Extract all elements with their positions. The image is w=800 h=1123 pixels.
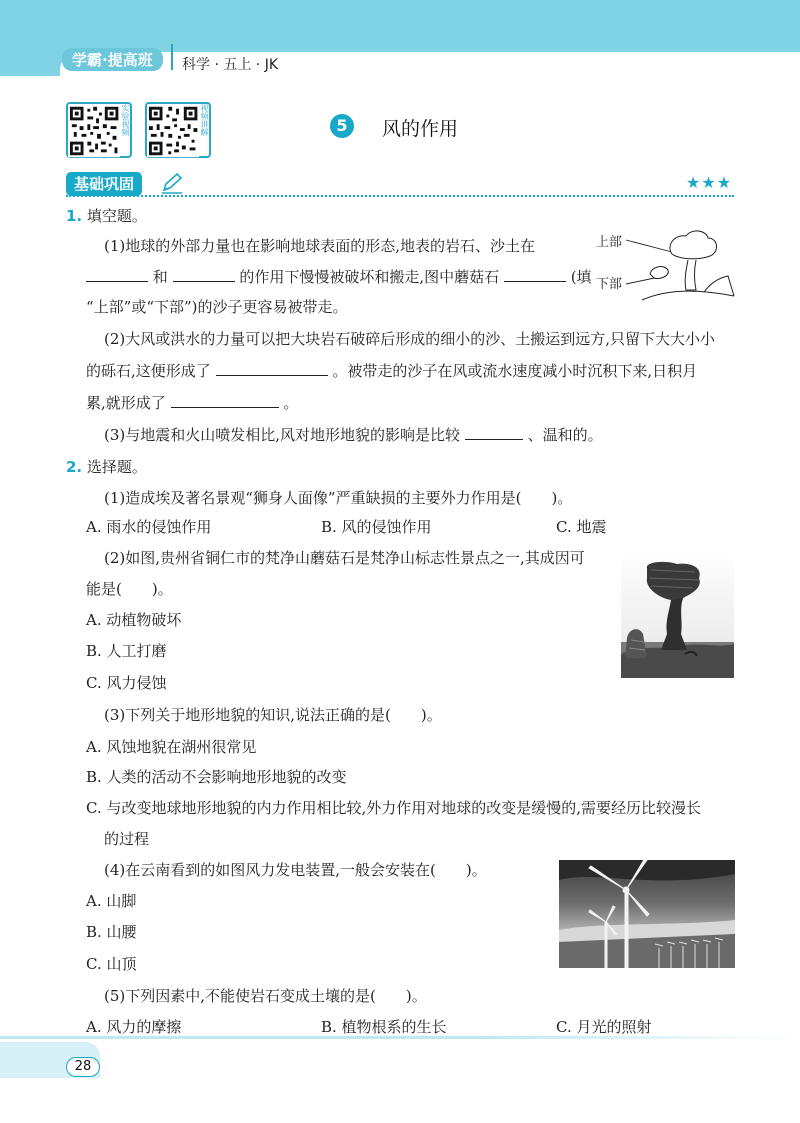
label-bottom: 下部	[596, 277, 623, 292]
answer-blank[interactable]	[86, 267, 148, 282]
q2-sub2-stem-line1: (2)如图,贵州省铜仁市的梵净山蘑菇石是梵净山标志性景点之一,其成因可	[104, 549, 585, 567]
section-divider	[66, 195, 734, 197]
q2-sub3-option-b[interactable]: B. 人类的活动不会影响地形地貌的改变	[86, 768, 347, 786]
q2-sub5-stem: (5)下列因素中,不能使岩石变成土壤的是( )。	[104, 987, 427, 1005]
q1-part2-line2	[86, 360, 697, 382]
question-number: 1.	[66, 207, 83, 225]
lesson-title: 风的作用	[382, 118, 459, 140]
q2-sub4-option-a[interactable]: A. 山脚	[86, 892, 137, 910]
subject-label: 科学 · 五上 · JK	[182, 57, 279, 73]
qr-side-label: 实验视频	[121, 104, 130, 136]
q2-sub3-option-a[interactable]: A. 风蚀地貌在湖州很常见	[86, 738, 257, 756]
q2-sub4-stem: (4)在云南看到的如图风力发电装置,一般会安装在( )。	[104, 861, 487, 879]
q2-sub5-option-b[interactable]: B. 植物根系的生长	[321, 1018, 447, 1036]
footer-strip	[0, 1036, 800, 1039]
mushroom-rock-sketch	[594, 226, 736, 304]
q1-part1-line1: (1)地球的外部力量也在影响地球表面的形态,地表的岩石、沙土在	[104, 237, 536, 255]
q2-sub5-option-c[interactable]: C. 月光的照射	[556, 1018, 652, 1036]
brand-pen-icon	[171, 44, 173, 70]
qr-code-video-explanation[interactable]	[145, 102, 211, 158]
q2-sub1-option-b[interactable]: B. 风的侵蚀作用	[321, 518, 432, 536]
text-segment: (3)与地震和火山喷发相比,风对地形地貌的影响是比较	[104, 426, 461, 444]
q2-sub3-option-c-line1[interactable]: C. 与改变地球地形地貌的内力作用相比较,外力作用对地球的改变是缓慢的,需要经历比较漫长	[86, 799, 702, 817]
lesson-number-badge: 5	[330, 114, 354, 138]
wind-turbine-photo	[559, 860, 735, 968]
label-top: 上部	[596, 235, 623, 250]
qr-code-icon	[68, 104, 120, 158]
question-title: 选择题。	[86, 458, 147, 476]
q1-part2-line1: (2)大风或洪水的力量可以把大块岩石破碎后形成的细小的沙、土搬运到远方,只留下大大小小	[104, 330, 716, 348]
section-title: 基础巩固	[66, 172, 142, 196]
q2-sub3-stem: (3)下列关于地形地貌的知识,说法正确的是( )。	[104, 706, 442, 724]
question-1-heading	[66, 205, 147, 227]
text-segment: 的作用下慢慢被破坏和搬走,图中蘑菇石	[239, 268, 500, 286]
q2-sub1-option-a[interactable]: A. 雨水的侵蚀作用	[86, 518, 212, 536]
answer-blank[interactable]	[173, 267, 235, 282]
q2-sub1-stem: (1)造成埃及著名景观“狮身人面像”严重缺损的主要外力作用是( )。	[104, 489, 573, 507]
q1-part1-line2	[86, 266, 592, 288]
q2-sub4-option-b[interactable]: B. 山腰	[86, 923, 137, 941]
answer-blank[interactable]	[216, 361, 328, 376]
qr-code-experiment-video[interactable]	[66, 102, 132, 158]
qr-code-icon	[147, 104, 199, 158]
text-segment: (填	[570, 268, 592, 286]
text-segment: 。	[283, 394, 299, 412]
answer-blank[interactable]	[465, 425, 523, 440]
q2-sub2-option-a[interactable]: A. 动植物破坏	[86, 611, 182, 629]
text-segment: 。被带走的沙子在风或流水速度减小时沉积下来,日积月	[332, 362, 698, 380]
text-segment: 累,就形成了	[86, 394, 166, 412]
q2-sub3-option-c-line2: 的过程	[104, 830, 150, 848]
difficulty-stars: ★★★	[686, 173, 733, 192]
text-segment: 和	[152, 268, 168, 286]
q2-sub5-option-a[interactable]: A. 风力的摩擦	[86, 1018, 182, 1036]
page-number: 28	[66, 1057, 100, 1077]
question-title: 填空题。	[86, 207, 147, 225]
q1-part2-line3	[86, 392, 298, 414]
text-segment: 、温和的。	[527, 426, 603, 444]
q2-sub2-option-b[interactable]: B. 人工打磨	[86, 642, 167, 660]
answer-blank[interactable]	[171, 393, 279, 408]
answer-blank[interactable]	[504, 267, 566, 282]
question-number: 2.	[66, 458, 83, 476]
q1-part3	[104, 424, 603, 446]
q2-sub2-option-c[interactable]: C. 风力侵蚀	[86, 674, 167, 692]
mushroom-rock-photo	[621, 558, 734, 678]
q1-part1-line3: “上部”或“下部”)的沙子更容易被带走。	[86, 298, 348, 316]
q2-sub2-stem-line2: 能是( )。	[86, 580, 173, 598]
text-segment: 的砾石,这便形成了	[86, 362, 211, 380]
pencil-icon	[160, 172, 184, 194]
q2-sub4-option-c[interactable]: C. 山顶	[86, 955, 137, 973]
qr-side-label: 视频讲解	[200, 104, 209, 136]
brand-label: 学霸·提高班	[62, 48, 163, 71]
question-2-heading	[66, 456, 147, 478]
q2-sub1-option-c[interactable]: C. 地震	[556, 518, 607, 536]
